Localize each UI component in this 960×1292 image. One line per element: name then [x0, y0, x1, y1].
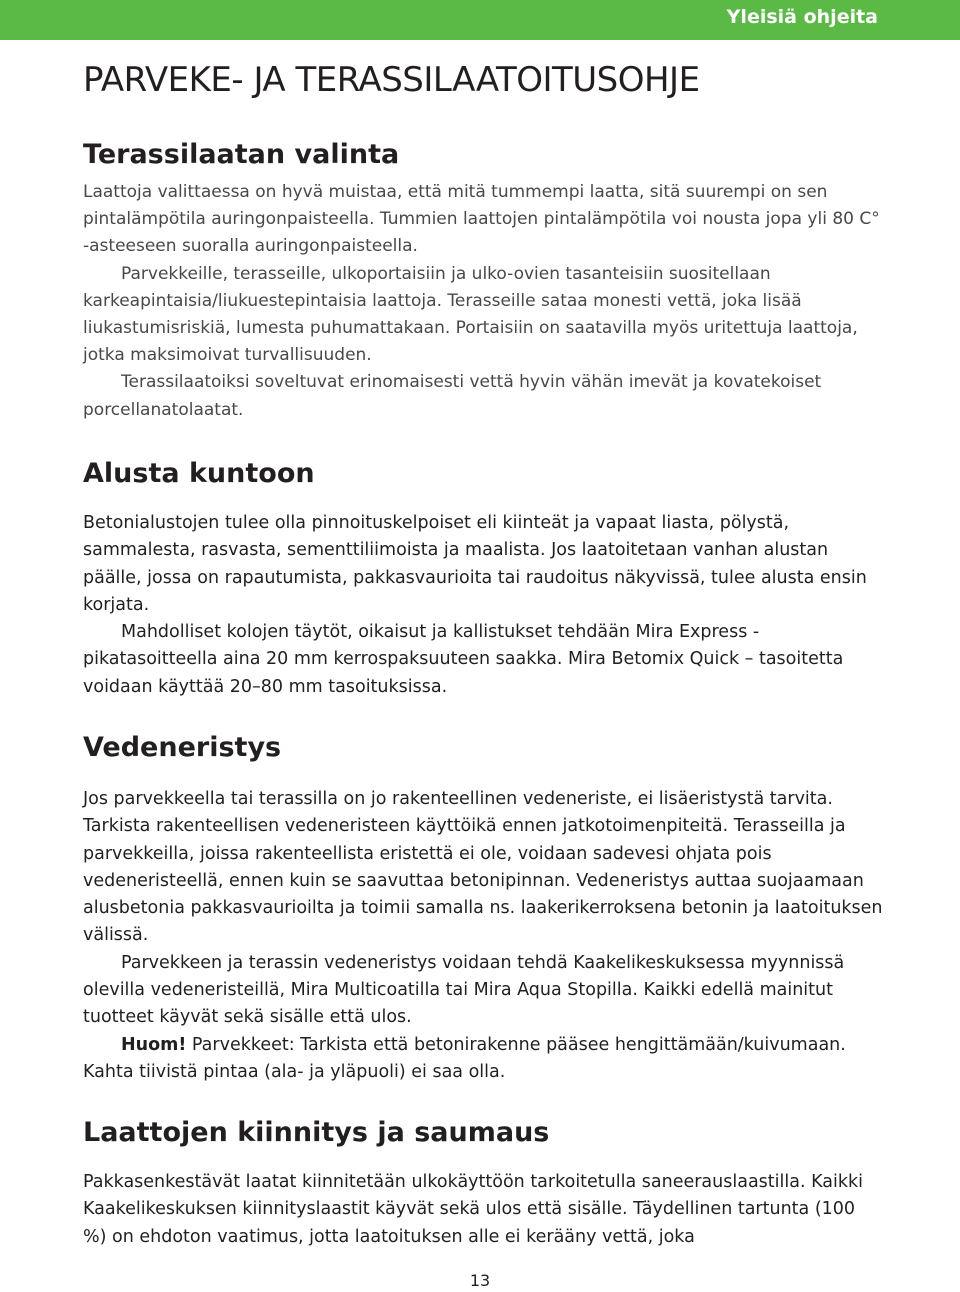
paragraph: Laattoja valittaessa on hyvä muistaa, että mitä tummempi laatta, sitä suurempi on sen pintalämpötila auringonpaisteella. Tummien laattojen pintalämpötila voi nousta jopa yli 80 C° -asteeseen suoralla auringonpaisteella.	[83, 182, 880, 257]
paragraph: Terassilaatoiksi soveltuvat erinomaisesti vettä hyvin vähän imevät ja kovatekoiset porcellanatolaatat.	[83, 372, 822, 420]
paragraph: Parvekkeen ja terassin vedeneristys voidaan tehdä Kaakelikeskuksessa myynnissä olevilla vedeneristeillä, Mira Multicoatilla tai Mira Aqua Stopilla. Kaikki edellä mainitut tuotteet käyvät sekä sisälle että ulos.	[83, 952, 845, 1028]
section-heading-vedeneristys: Vedeneristys	[83, 732, 282, 763]
paragraph: Betonialustojen tulee olla pinnoituskelpoiset eli kiinteät ja vapaat liasta, pölystä, sammalesta, rasvasta, sementtiliimoista ja maalista. Jos laatoitetaan vanhan alustan päälle, jossa on rapautumista, pakkasvaurioita tai raudoitus näkyvissä, tulee alusta ensin korjata.	[83, 513, 867, 615]
page-title: PARVEKE- JA TERASSILAATOITUSOHJE	[83, 60, 700, 100]
note-label: Huom!	[121, 1034, 187, 1055]
section-body-vedeneristys	[83, 786, 883, 1086]
header-bar	[0, 0, 960, 40]
section-body-alusta-kuntoon	[83, 510, 883, 701]
paragraph: Jos parvekkeella tai terassilla on jo rakenteellinen vedeneriste, ei lisäeristystä tarvita. Tarkista rakenteellisen vedeneristeen käyttöikä ennen jatkotoimenpiteitä. Terasseilla ja parvekkeilla, joissa rakenteellista eristettä ei ole, voidaan sadevesi ohjata pois vedeneristeellä, ennen kuin se saavuttaa betonipinnan. Vedeneristys auttaa suojaamaan alusbetonia pakkasvaurioilta ja toimii samalla ns. laakerikerroksena betonin ja laatoituksen välissä.	[83, 789, 883, 946]
section-heading-alusta-kuntoon: Alusta kuntoon	[83, 458, 315, 489]
note-paragraph	[83, 1032, 883, 1087]
section-heading-laattojen-kiinnitys: Laattojen kiinnitys ja saumaus	[83, 1117, 550, 1148]
page-number: 13	[469, 1271, 491, 1290]
category-label: Yleisiä ohjeita	[726, 6, 878, 28]
section-body-laattojen-kiinnitys	[83, 1169, 883, 1251]
section-body-terassilaatan-valinta	[83, 179, 883, 424]
note-text: Parvekkeet: Tarkista että betonirakenne pääsee hengittämään/kuivumaan. Kahta tiivistä pintaa (ala- ja yläpuoli) ei saa olla.	[83, 1034, 846, 1082]
section-heading-terassilaatan-valinta: Terassilaatan valinta	[83, 139, 400, 170]
paragraph: Parvekkeille, terasseille, ulkoportaisiin ja ulko-ovien tasanteisiin suositellaan karkeapintaisia/liukuestepintaisia laattoja. Terasseille sataa monesti vettä, joka lisää liukastumisriskiä, lumesta puhumattakaan. Portaisiin on saatavilla myös uritettuja laattoja, jotka maksimoivat turvallisuuden.	[83, 263, 858, 366]
paragraph: Mahdolliset kolojen täytöt, oikaisut ja kallistukset tehdään Mira Express -pikatasoitteella aina 20 mm kerrospaksuuteen saakka. Mira Betomix Quick – tasoitetta voidaan käyttää 20–80 mm tasoituksissa.	[83, 622, 844, 697]
paragraph: Pakkasenkestävät laatat kiinnitetään ulkokäyttöön tarkoitetulla saneerauslaastilla. Kaikki Kaakelikeskuksen kiinnityslaastit käyvät sekä ulos että sisälle. Täydellinen tartunta (100 %) on ehdoton vaatimus, jotta laatoituksen alle ei kerääny vettä, joka	[83, 1172, 863, 1247]
